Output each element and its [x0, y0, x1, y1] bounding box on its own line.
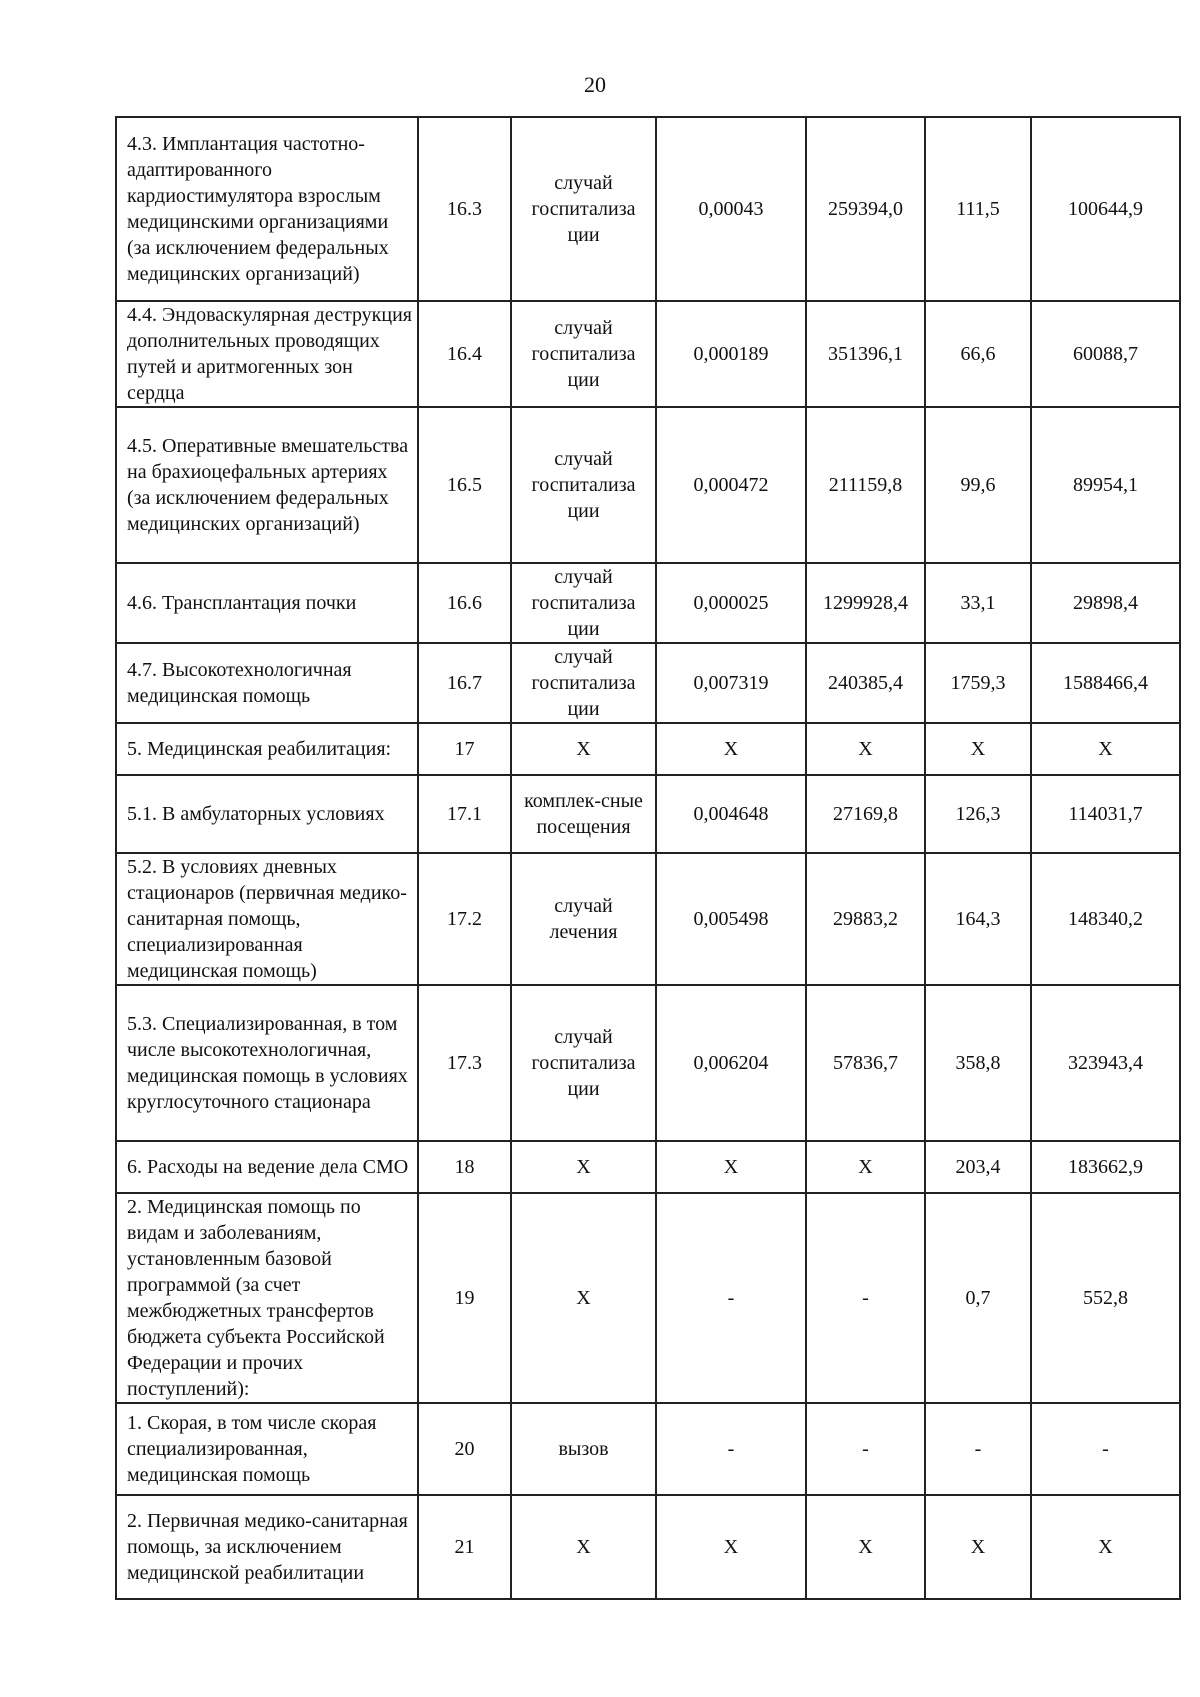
- row-line-number-cell: 17: [418, 723, 511, 775]
- row-cost-cell: -: [806, 1193, 925, 1403]
- row-name-cell: 2. Медицинская помощь по видам и заболеваниям, установленным базовой программой (за счет межбюджетных трансфертов бюджета субъекта Российской Федерации и прочих поступлений):: [116, 1193, 418, 1403]
- row-unit-cell: комплек-сные посещения: [511, 775, 656, 853]
- row-total-cell: 89954,1: [1031, 407, 1180, 563]
- table-row: [116, 723, 1180, 775]
- row-cost-cell: 27169,8: [806, 775, 925, 853]
- table-body: [116, 117, 1180, 1599]
- row-per-capita-cell: 99,6: [925, 407, 1031, 563]
- row-line-number-cell: 16.6: [418, 563, 511, 643]
- table-row: [116, 563, 1180, 643]
- table-row: [116, 1403, 1180, 1495]
- row-name-cell: 4.7. Высокотехнологичная медицинская помощь: [116, 643, 418, 723]
- row-name-cell: 4.6. Трансплантация почки: [116, 563, 418, 643]
- row-total-cell: 100644,9: [1031, 117, 1180, 301]
- row-per-capita-cell: 111,5: [925, 117, 1031, 301]
- row-line-number-cell: 20: [418, 1403, 511, 1495]
- row-cost-cell: 57836,7: [806, 985, 925, 1141]
- row-per-capita-cell: 0,7: [925, 1193, 1031, 1403]
- row-cost-cell: 211159,8: [806, 407, 925, 563]
- row-cost-cell: Х: [806, 723, 925, 775]
- row-per-capita-cell: -: [925, 1403, 1031, 1495]
- row-cost-cell: 259394,0: [806, 117, 925, 301]
- row-name-cell: 5.3. Специализированная, в том числе высокотехнологичная, медицинская помощь в условиях круглосуточного стационара: [116, 985, 418, 1141]
- row-volume-cell: Х: [656, 723, 806, 775]
- row-line-number-cell: 21: [418, 1495, 511, 1599]
- row-name-cell: 6. Расходы на ведение дела СМО: [116, 1141, 418, 1193]
- row-total-cell: Х: [1031, 723, 1180, 775]
- table-row: [116, 1495, 1180, 1599]
- row-volume-cell: 0,000025: [656, 563, 806, 643]
- row-per-capita-cell: 33,1: [925, 563, 1031, 643]
- row-volume-cell: 0,005498: [656, 853, 806, 985]
- row-cost-cell: Х: [806, 1141, 925, 1193]
- row-per-capita-cell: Х: [925, 1495, 1031, 1599]
- row-total-cell: 29898,4: [1031, 563, 1180, 643]
- row-volume-cell: -: [656, 1193, 806, 1403]
- row-unit-cell: Х: [511, 1495, 656, 1599]
- table-row: [116, 985, 1180, 1141]
- row-unit-cell: случай госпитализа ции: [511, 117, 656, 301]
- row-total-cell: Х: [1031, 1495, 1180, 1599]
- row-total-cell: 323943,4: [1031, 985, 1180, 1141]
- row-volume-cell: 0,000189: [656, 301, 806, 407]
- row-name-cell: 1. Скорая, в том числе скорая специализированная, медицинская помощь: [116, 1403, 418, 1495]
- row-per-capita-cell: 358,8: [925, 985, 1031, 1141]
- row-line-number-cell: 16.7: [418, 643, 511, 723]
- row-volume-cell: Х: [656, 1141, 806, 1193]
- row-name-cell: 2. Первичная медико-санитарная помощь, за исключением медицинской реабилитации: [116, 1495, 418, 1599]
- row-volume-cell: 0,007319: [656, 643, 806, 723]
- row-per-capita-cell: Х: [925, 723, 1031, 775]
- row-per-capita-cell: 164,3: [925, 853, 1031, 985]
- table-row: [116, 117, 1180, 301]
- row-total-cell: 148340,2: [1031, 853, 1180, 985]
- row-name-cell: 4.4. Эндоваскулярная деструкция дополнительных проводящих путей и аритмогенных зон сердца: [116, 301, 418, 407]
- row-name-cell: 4.3. Имплантация частотно-адаптированного кардиостимулятора взрослым медицинскими организациями (за исключением федеральных медицинских организаций): [116, 117, 418, 301]
- row-name-cell: 4.5. Оперативные вмешательства на брахиоцефальных артериях (за исключением федеральных медицинских организаций): [116, 407, 418, 563]
- page-number: 20: [584, 72, 606, 97]
- row-per-capita-cell: 203,4: [925, 1141, 1031, 1193]
- row-unit-cell: случай госпитализа ции: [511, 407, 656, 563]
- row-line-number-cell: 16.4: [418, 301, 511, 407]
- row-line-number-cell: 17.2: [418, 853, 511, 985]
- row-cost-cell: 29883,2: [806, 853, 925, 985]
- row-name-cell: 5.2. В условиях дневных стационаров (первичная медико-санитарная помощь, специализированная медицинская помощь): [116, 853, 418, 985]
- row-volume-cell: 0,006204: [656, 985, 806, 1141]
- row-cost-cell: -: [806, 1403, 925, 1495]
- row-unit-cell: Х: [511, 1193, 656, 1403]
- row-line-number-cell: 17.1: [418, 775, 511, 853]
- row-line-number-cell: 18: [418, 1141, 511, 1193]
- row-unit-cell: случай госпитализа ции: [511, 643, 656, 723]
- row-volume-cell: 0,00043: [656, 117, 806, 301]
- row-total-cell: 552,8: [1031, 1193, 1180, 1403]
- row-name-cell: 5.1. В амбулаторных условиях: [116, 775, 418, 853]
- row-per-capita-cell: 1759,3: [925, 643, 1031, 723]
- row-unit-cell: случай лечения: [511, 853, 656, 985]
- row-name-cell: 5. Медицинская реабилитация:: [116, 723, 418, 775]
- row-total-cell: 114031,7: [1031, 775, 1180, 853]
- row-unit-cell: случай госпитализа ции: [511, 985, 656, 1141]
- row-line-number-cell: 16.5: [418, 407, 511, 563]
- row-line-number-cell: 17.3: [418, 985, 511, 1141]
- row-volume-cell: -: [656, 1403, 806, 1495]
- row-line-number-cell: 16.3: [418, 117, 511, 301]
- row-per-capita-cell: 66,6: [925, 301, 1031, 407]
- table-row: [116, 407, 1180, 563]
- row-unit-cell: Х: [511, 723, 656, 775]
- row-cost-cell: 1299928,4: [806, 563, 925, 643]
- row-volume-cell: 0,004648: [656, 775, 806, 853]
- row-cost-cell: Х: [806, 1495, 925, 1599]
- row-unit-cell: случай госпитализа ции: [511, 301, 656, 407]
- row-total-cell: 183662,9: [1031, 1141, 1180, 1193]
- table-row: [116, 1141, 1180, 1193]
- row-line-number-cell: 19: [418, 1193, 511, 1403]
- table-row: [116, 1193, 1180, 1403]
- row-unit-cell: вызов: [511, 1403, 656, 1495]
- row-unit-cell: Х: [511, 1141, 656, 1193]
- cost-table: [115, 116, 1181, 1600]
- row-volume-cell: Х: [656, 1495, 806, 1599]
- table-row: [116, 853, 1180, 985]
- row-per-capita-cell: 126,3: [925, 775, 1031, 853]
- table-row: [116, 775, 1180, 853]
- row-volume-cell: 0,000472: [656, 407, 806, 563]
- row-cost-cell: 240385,4: [806, 643, 925, 723]
- table-row: [116, 301, 1180, 407]
- row-total-cell: -: [1031, 1403, 1180, 1495]
- table-row: [116, 643, 1180, 723]
- row-unit-cell: случай госпитализа ции: [511, 563, 656, 643]
- row-total-cell: 60088,7: [1031, 301, 1180, 407]
- row-total-cell: 1588466,4: [1031, 643, 1180, 723]
- row-cost-cell: 351396,1: [806, 301, 925, 407]
